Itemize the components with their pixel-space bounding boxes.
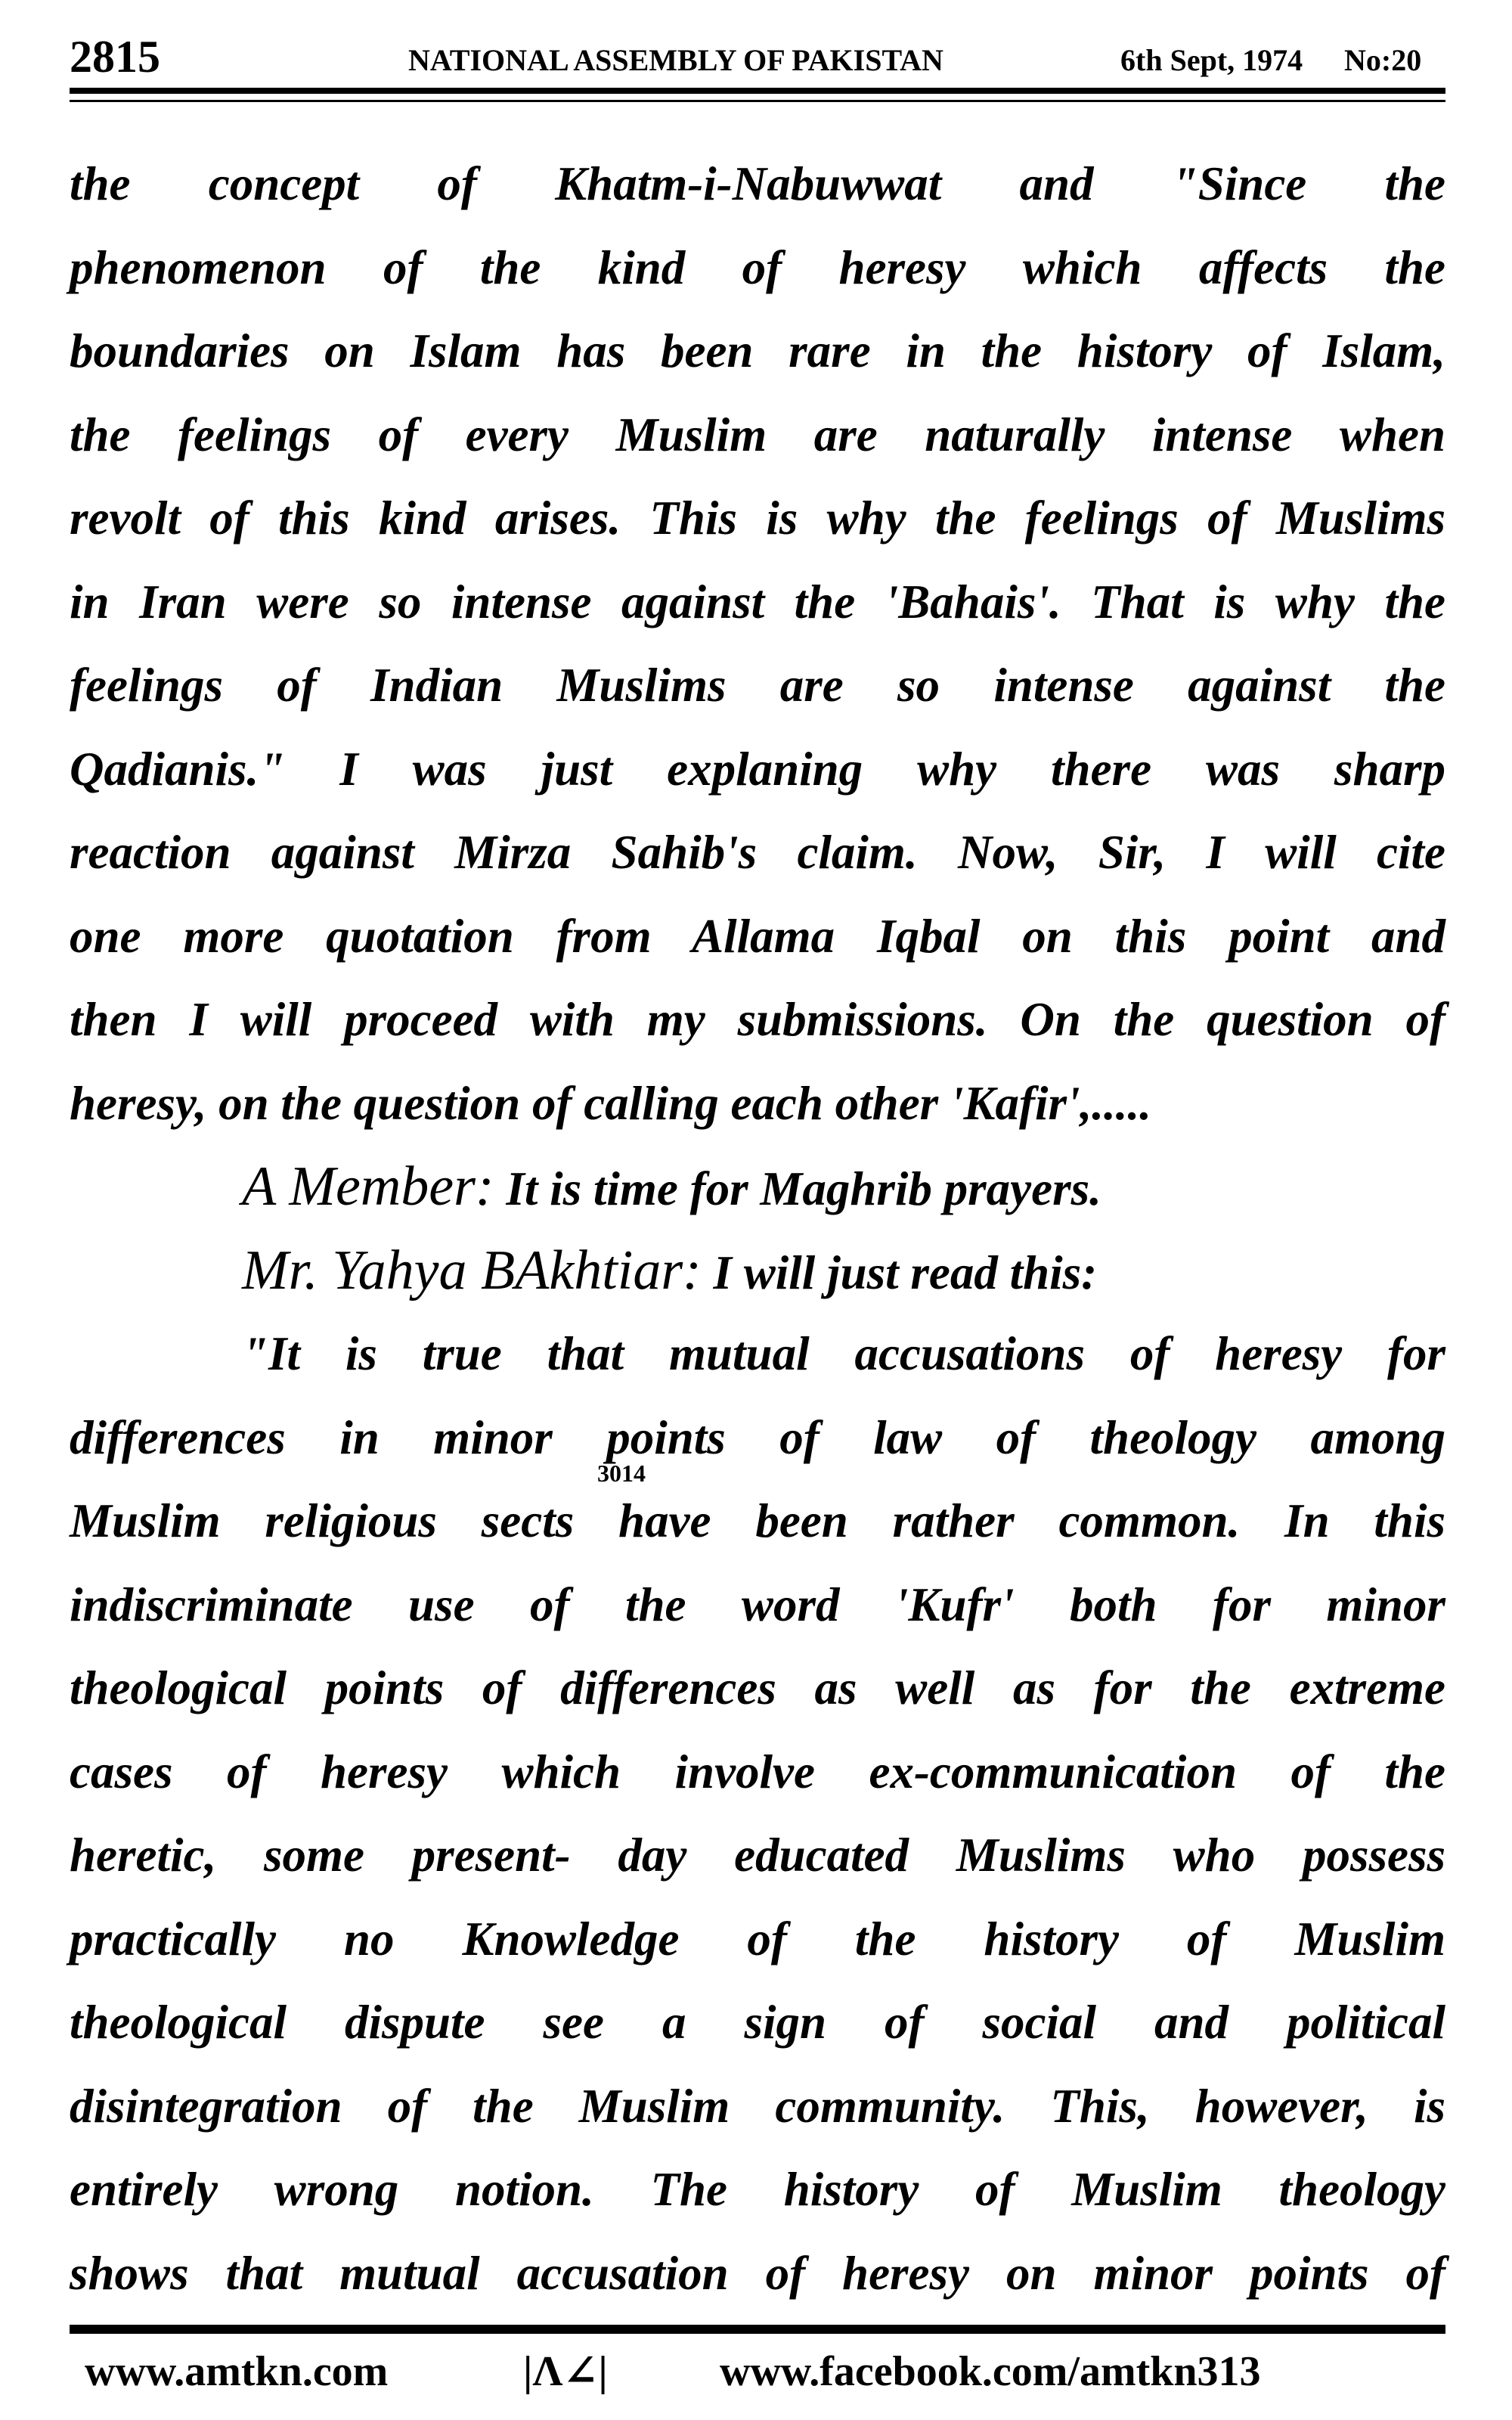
body-line: the concept of Khatm-i-Nabuwwat and "Since the	[70, 157, 1445, 210]
quote-line: shows that mutual accusation of heresy on minor points of	[70, 2246, 1445, 2300]
header-rule-thick	[70, 88, 1445, 94]
quote-line: heretic, some present- day educated Muslims who possess	[70, 1829, 1445, 1882]
quote-line: differences in minor points of law of theology among	[70, 1410, 1445, 1464]
body-line: in Iran were so intense against the 'Bahais'. That is why the	[70, 575, 1445, 628]
quote-line: theological dispute see a sign of social and political	[70, 1996, 1445, 2049]
quote-line: indiscriminate use of the word 'Kufr' both for minor	[70, 1578, 1445, 1631]
website-link[interactable]: www.amtkn.com	[85, 2348, 389, 2395]
footer-rule	[70, 2325, 1445, 2334]
facebook-link[interactable]: www.facebook.com/amtkn313	[720, 2348, 1261, 2395]
body-line: revolt of this kind arises. This is why the feelings of Muslims	[70, 492, 1445, 544]
quote-line: "It is true that mutual accusations of heresy for	[242, 1327, 1445, 1380]
document-body	[70, 142, 1445, 2315]
session-date: 6th Sept, 1974	[1120, 43, 1303, 77]
body-line: the feelings of every Muslim are naturally intense when	[70, 408, 1445, 461]
quote-line: theological points of differences as well as for the extreme	[70, 1661, 1445, 1714]
page-footer	[70, 2341, 1445, 2402]
body-line: boundaries on Islam has been rare in the history of Islam,	[70, 324, 1445, 377]
speaker-text: It is time for Maghrib prayers.	[506, 1162, 1101, 1215]
body-line: phenomenon of the kind of heresy which affects the	[70, 240, 1445, 294]
quote-line: practically no Knowledge of the history of Muslim	[70, 1912, 1445, 1965]
quote-line: entirely wrong notion. The history of Muslim theology	[70, 2163, 1445, 2216]
assembly-title: NATIONAL ASSEMBLY OF PAKISTAN	[408, 43, 943, 77]
speaker-turn-bakhtiar	[70, 1229, 1445, 1313]
body-line: one more quotation from Allama Iqbal on this point and	[70, 909, 1445, 963]
marginal-page-reference: 3014	[597, 1460, 646, 1487]
speaker-text: I will just read this:	[713, 1246, 1098, 1299]
session-number: No:20	[1344, 43, 1422, 77]
quote-line: cases of heresy which involve ex-communication of the	[70, 1745, 1445, 1798]
body-line: then I will proceed with my submissions. On the question of	[70, 993, 1445, 1046]
logo-text: |Λ∠|	[523, 2348, 608, 2395]
page-header	[70, 30, 1445, 83]
quote-line: Muslim religious sects have been rather common. In this	[70, 1494, 1445, 1547]
header-rule-thin	[70, 100, 1445, 102]
speaker-turn-member	[70, 1145, 1445, 1229]
body-line: heresy, on the question of calling each other 'Kafir',.....	[70, 1076, 1151, 1130]
body-line: Qadianis." I was just explaning why there was sharp	[70, 742, 1445, 796]
speaker-name: Mr. Yahya BAkhtiar:	[242, 1239, 702, 1302]
page-number: 2815	[70, 32, 160, 82]
body-line: reaction against Mirza Sahib's claim. Now, Sir, I will cite	[70, 826, 1445, 879]
logo-mark	[523, 2341, 608, 2402]
quote-line: disintegration of the Muslim community. This, however, is	[70, 2079, 1445, 2133]
speaker-name: A Member:	[242, 1156, 494, 1218]
body-line: feelings of Indian Muslims are so intense against the	[70, 659, 1445, 712]
